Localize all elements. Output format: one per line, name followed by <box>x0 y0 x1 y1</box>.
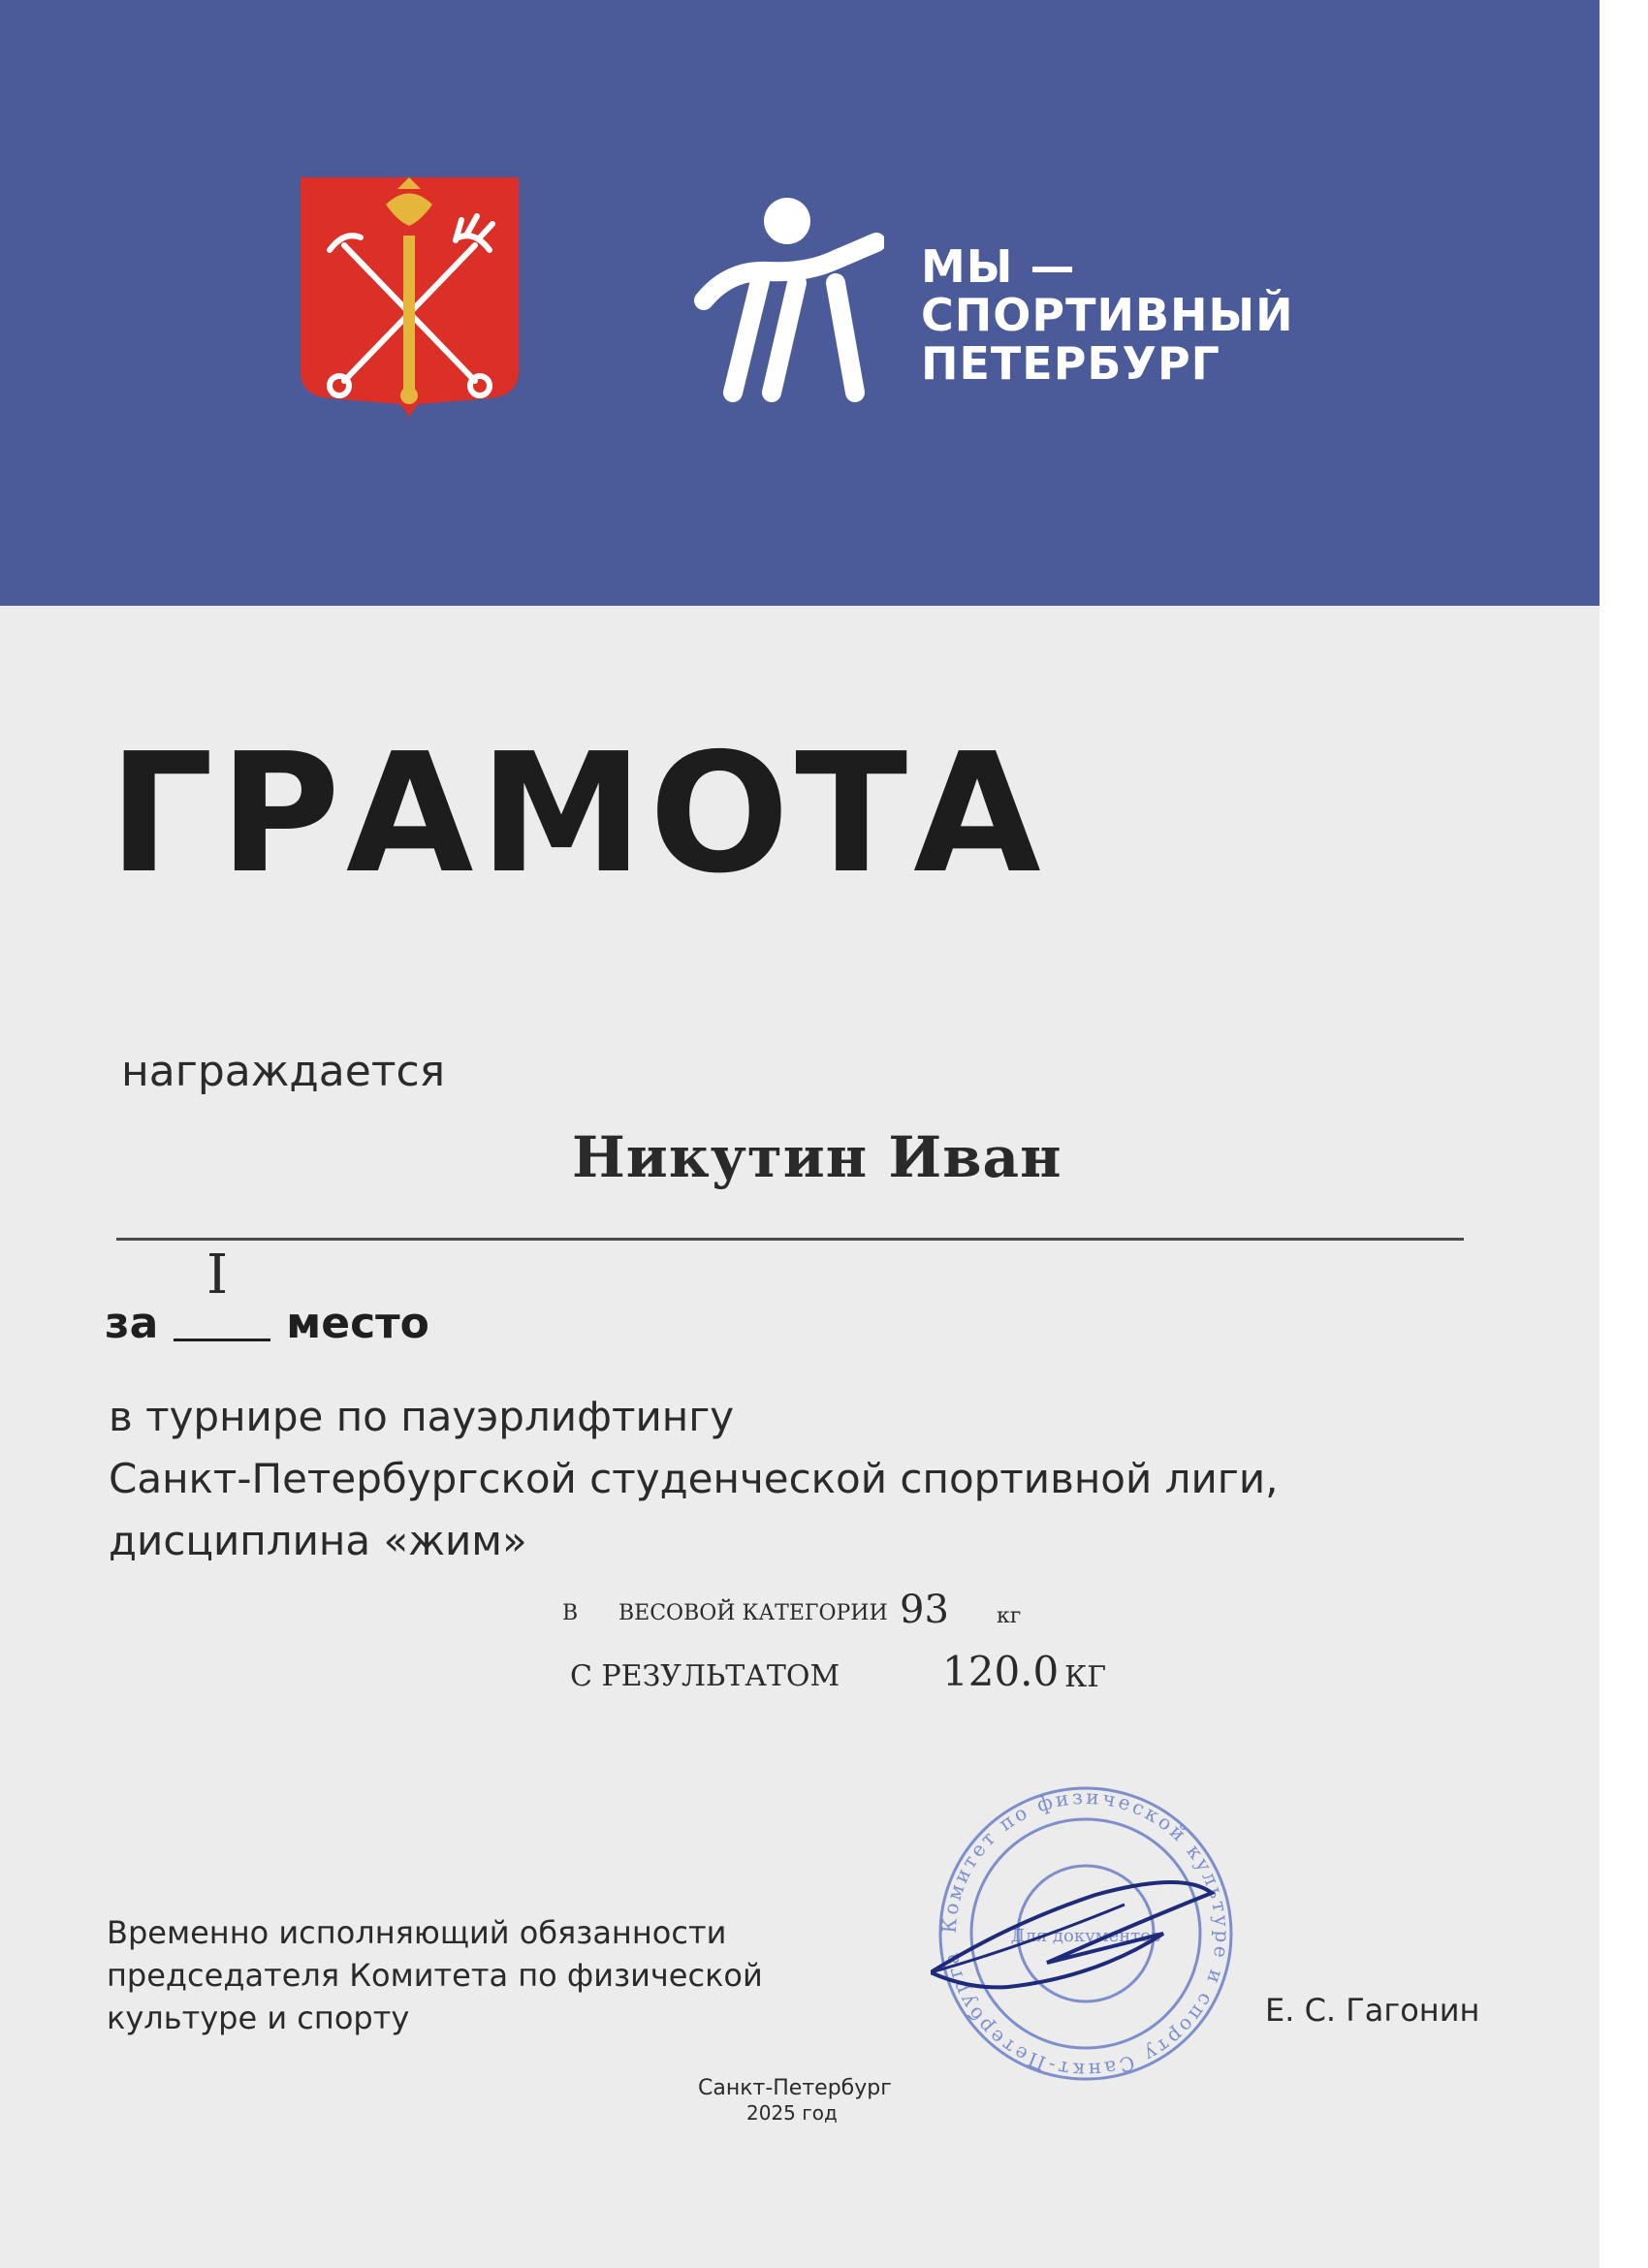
official-stamp-icon <box>931 1779 1241 2089</box>
position-line: культуре и спорту <box>107 2000 410 2036</box>
description-line: дисциплина «жим» <box>109 1517 527 1564</box>
issue-city: Санкт-Петербург <box>698 2076 892 2100</box>
brand-line: ПЕТЕРБУРГ <box>921 337 1220 390</box>
weight-prefix: В <box>562 1601 579 1625</box>
place-prefix: за <box>105 1299 159 1348</box>
description-line: в турнире по пауэрлифтингу <box>109 1393 735 1440</box>
description-line: Санкт-Петербургской студенческой спортивной лиги, <box>109 1455 1279 1502</box>
weight-unit: кг <box>997 1604 1022 1628</box>
place-suffix: место <box>286 1299 429 1348</box>
stamp-center-text: Для документов <box>1010 1926 1161 1946</box>
signatory-position <box>107 1911 763 2039</box>
brand-line: СПОРТИВНЫЙ <box>921 289 1294 341</box>
tournament-description <box>109 1386 1278 1572</box>
certificate-title: ГРАМОТА <box>109 718 1047 910</box>
recipient-underline <box>116 1238 1464 1241</box>
stamp-ring-text: Комитет по физической культуре и спорту Санкт-Петербурга <box>936 1784 1235 2083</box>
brand-wordmark <box>921 242 1294 388</box>
place-blank <box>174 1335 270 1341</box>
weight-label: ВЕСОВОЙ КАТЕГОРИИ <box>618 1601 888 1625</box>
coat-of-arms-icon <box>301 177 519 420</box>
header-banner <box>0 0 1600 606</box>
weight-value: 93 <box>900 1588 949 1632</box>
brand-line: МЫ — <box>921 240 1076 293</box>
place-line <box>105 1299 429 1348</box>
issue-year: 2025 год <box>746 2101 838 2125</box>
signer-name: Е. С. Гагонин <box>1265 1992 1480 2029</box>
result-label: С РЕЗУЛЬТАТОМ <box>570 1659 840 1693</box>
scan-margin <box>1600 0 1648 2268</box>
result-value: 120.0 <box>942 1648 1060 1695</box>
result-unit: КГ <box>1064 1660 1107 1694</box>
position-line: Временно исполняющий обязанности <box>107 1914 727 1951</box>
place-value: I <box>206 1244 229 1307</box>
recipient-name: Никутин Иван <box>572 1124 1062 1190</box>
sport-logo-icon <box>690 194 884 402</box>
position-line: председателя Комитета по физической <box>107 1957 763 1994</box>
awarded-label: награждается <box>121 1047 446 1096</box>
